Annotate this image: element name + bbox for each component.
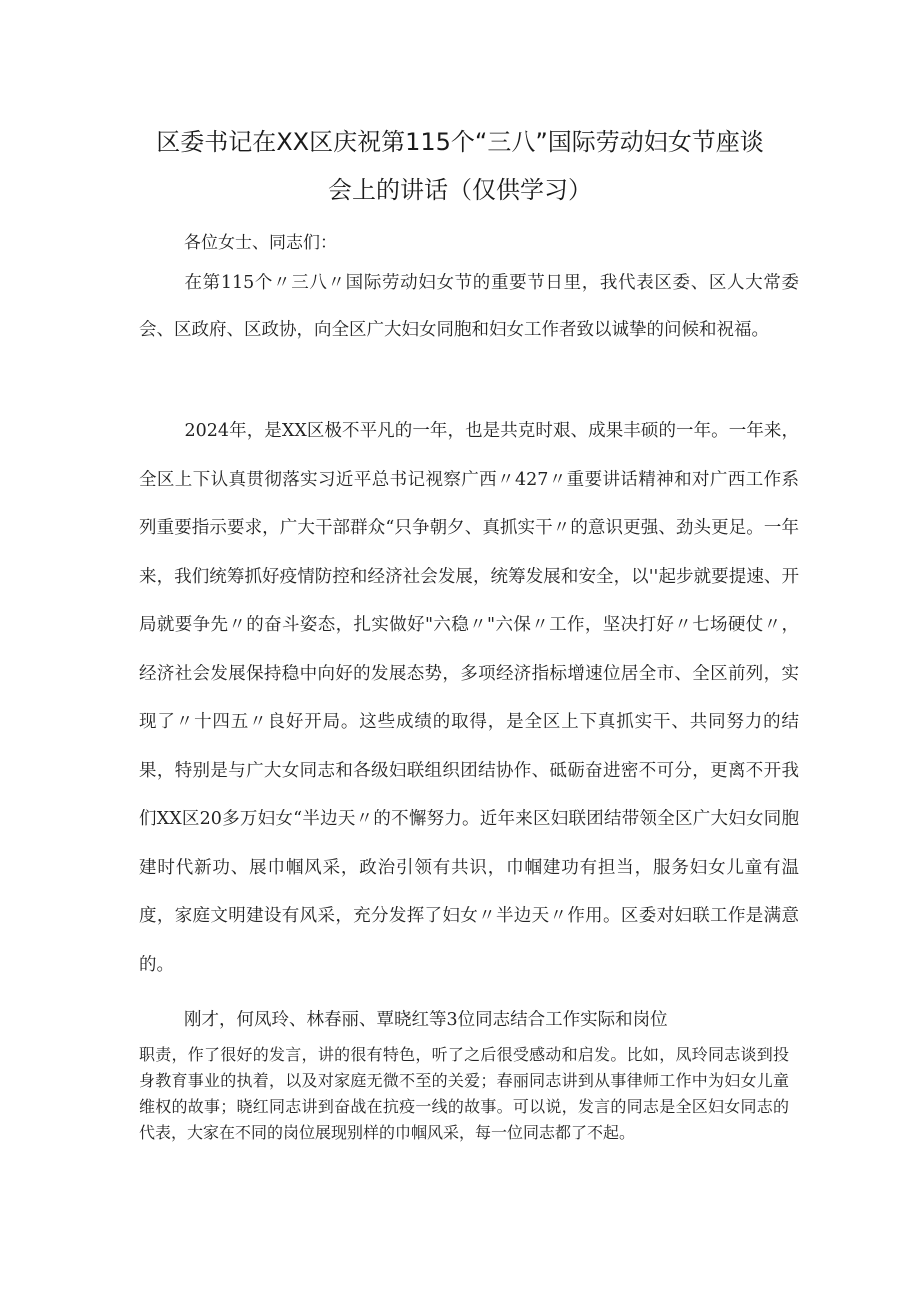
paragraph-achievements: 2024年，是XX区极不平凡的一年，也是共克时艰、成果丰硕的一年。一年来，全区上下认真贯彻落实习近平总书记视察广西〃427〃重要讲话精神和对广西工作系列重要指示要求，广大干部群众“只争朝夕、真抓实干〃的意识更强、劲头更足。一年来，我们统筹抓好疫情防控和经济社会发展，统筹发展和安全，以''起步就要提速、开局就要争先〃的奋斗姿态，扎实做好"六稳〃"六保〃工作，坚决打好〃七场硬仗〃，经济社会发展保持稳中向好的发展态势，多项经济指标增速位居全市、全区前列，实现了〃十四五〃良好开局。这些成绩的取得，是全区上下真抓实干、共同努力的结果，特别是与广大女同志和各级妇联组织团结协作、砥砺奋进密不可分，更离不开我们XX区20多万妇女“半边天〃的不懈努力。近年来区妇联团结带领全区广大妇女同胞建时代新功、展巾帼风采，政治引领有共识，巾帼建功有担当，服务妇女儿童有温度，家庭文明建设有风采，充分发挥了妇女〃半边天〃作用。区委对妇联工作是满意的。: [139, 421, 799, 975]
paragraph-greeting: 在第115个〃三八〃国际劳动妇女节的重要节日里，我代表区委、区人大常委会、区政府、区政协，向全区广大妇女同胞和妇女工作者致以诚挚的问候和祝福。: [139, 273, 799, 340]
paragraph-speakers-detail: 职责，作了很好的发言，讲的很有特色，听了之后很受感动和启发。比如，凤玲同志谈到投身教育事业的执着，以及对家庭无微不至的关爱；春丽同志讲到从事律师工作中为妇女儿童维权的故事；晓红同志讲到奋战在抗疫一线的故事。可以说，发言的同志是全区妇女同志的代表，大家在不同的岗位展现别样的巾帼风采，每一位同志都了不起。: [139, 1045, 789, 1142]
salutation: 各位女士、同志们：: [184, 233, 337, 253]
paragraph-speakers-intro: 刚才，何凤玲、林春丽、覃晓红等3位同志结合工作实际和岗位: [184, 1010, 668, 1030]
document-title-line-1: 区委书记在XX区庆祝第115个“三八”国际劳动妇女节座谈: [156, 128, 764, 156]
document-title-line-2: 会上的讲话（仅供学习）: [328, 176, 592, 204]
